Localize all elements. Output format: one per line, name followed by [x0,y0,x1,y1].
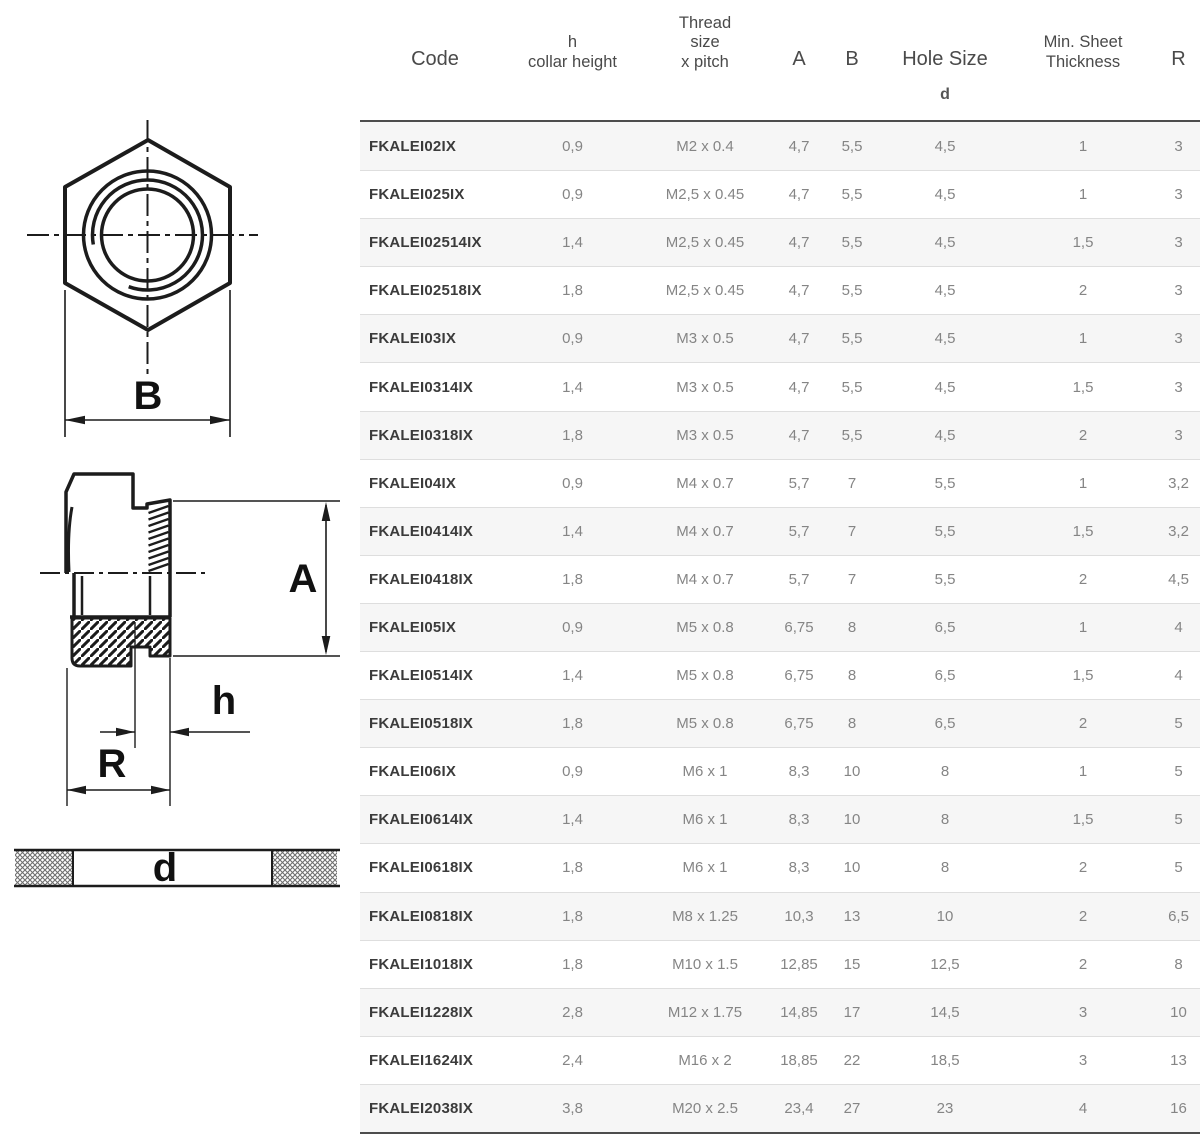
value-cell: 4,5 [934,426,956,444]
value-cell: 3 [1174,282,1183,300]
header-r: R [1171,48,1186,71]
value-cell: 4,5 [1168,570,1189,588]
value-cell: 1,4 [562,234,583,252]
value-cell: 4,5 [934,234,956,252]
value-cell: 4,5 [934,137,956,155]
code-cell: FKALEI0318IX [369,426,474,444]
table-row [360,507,1200,555]
value-cell: 6,5 [934,667,956,685]
value-cell: 5,5 [841,282,863,300]
value-cell: 1,4 [562,522,583,540]
value-cell: 5 [1174,715,1183,733]
value-cell: 23 [936,1099,954,1117]
code-cell: FKALEI0618IX [369,859,474,877]
value-cell: 2 [1078,907,1088,925]
value-cell: 5 [1174,859,1183,877]
code-cell: FKALEI0514IX [369,667,474,685]
value-cell: 5,5 [841,186,863,204]
table-row [360,940,1200,988]
table-row [360,747,1200,795]
value-cell: 8 [940,811,950,829]
value-cell: 6,5 [1168,907,1189,925]
value-cell: 4 [1078,1099,1088,1117]
code-cell: FKALEI0818IX [369,907,474,925]
table-row [360,266,1200,314]
value-cell: 2 [1078,955,1088,973]
value-cell: 4,5 [934,378,956,396]
value-cell: M12 x 1.75 [667,1003,743,1021]
value-cell: 5,7 [788,570,810,588]
dim-label-d: d [152,846,178,890]
value-cell: 3 [1078,1051,1088,1069]
value-cell: 1 [1078,474,1088,492]
table-row [360,555,1200,603]
value-cell: M6 x 1 [682,811,728,829]
value-cell: M3 x 0.5 [676,378,734,396]
value-cell: 1 [1078,137,1088,155]
value-cell: 13 [843,907,861,925]
code-cell: FKALEI1018IX [369,955,474,973]
spec-table-header [360,0,1200,122]
value-cell: 1,5 [1072,522,1094,540]
value-cell: 5,5 [841,137,863,155]
table-row [360,411,1200,459]
value-cell: 14,85 [780,1003,818,1021]
sheet-section-drawing [14,846,340,890]
value-cell: 13 [1170,1051,1187,1069]
value-cell: 6,5 [934,715,956,733]
value-cell: 8 [847,667,857,685]
value-cell: 3 [1078,1003,1088,1021]
value-cell: 3 [1174,234,1183,252]
code-cell: FKALEI05IX [369,618,457,636]
value-cell: 1,4 [562,811,583,829]
value-cell: 4,7 [788,234,810,252]
value-cell: 4,7 [788,282,810,300]
value-cell: 1 [1078,618,1088,636]
value-cell: 4,5 [934,282,956,300]
value-cell: 18,85 [780,1051,818,1069]
spec-table [360,0,1200,1137]
value-cell: 1,5 [1072,811,1094,829]
table-row [360,459,1200,507]
code-cell: FKALEI0518IX [369,715,474,733]
value-cell: 12,5 [930,955,960,973]
value-cell: 4,5 [934,186,956,204]
value-cell: 1,5 [1072,667,1094,685]
code-cell: FKALEI0418IX [369,570,474,588]
value-cell: 4,7 [788,137,810,155]
value-cell: M6 x 1 [682,859,728,877]
code-cell: FKALEI02514IX [369,234,482,252]
value-cell: 0,9 [562,137,583,155]
value-cell: 4,7 [788,426,810,444]
header-hole-size: Hole Size [902,48,988,71]
value-cell: 6,75 [784,667,814,685]
value-cell: M5 x 0.8 [676,667,734,685]
header-hole-size-sub-d: d [940,86,950,103]
dim-label-R: R [97,742,127,786]
value-cell: 10 [1170,1003,1187,1021]
value-cell: M2,5 x 0.45 [665,186,745,204]
dim-label-h: h [211,679,237,723]
table-row [360,218,1200,266]
code-cell: FKALEI0314IX [369,378,474,396]
value-cell: M2,5 x 0.45 [665,282,745,300]
value-cell: 0,9 [562,474,583,492]
value-cell: 4,5 [934,330,956,348]
value-cell: M3 x 0.5 [676,330,734,348]
code-cell: FKALEI02518IX [369,282,482,300]
value-cell: 7 [847,522,857,540]
value-cell: 3,2 [1168,522,1189,540]
value-cell: 1,8 [562,907,583,925]
value-cell: 10 [843,763,861,781]
value-cell: 1,8 [562,715,583,733]
table-row [360,314,1200,362]
value-cell: 1,4 [562,667,583,685]
code-cell: FKALEI0414IX [369,522,474,540]
value-cell: 1,8 [562,570,583,588]
value-cell: 8 [1174,955,1183,973]
value-cell: 8,3 [788,859,810,877]
dim-label-B: B [133,374,163,418]
code-cell: FKALEI02IX [369,137,457,155]
value-cell: M20 x 2.5 [672,1099,738,1117]
value-cell: 0,9 [562,763,583,781]
table-row [360,988,1200,1036]
code-cell: FKALEI0614IX [369,811,474,829]
table-row [360,1036,1200,1084]
value-cell: 3,8 [562,1099,583,1117]
header-b: B [845,48,859,71]
value-cell: 3 [1174,378,1183,396]
value-cell: 2 [1078,859,1088,877]
header-a: A [792,48,806,71]
code-cell: FKALEI04IX [369,474,457,492]
value-cell: M16 x 2 [678,1051,732,1069]
code-cell: FKALEI2038IX [369,1099,474,1117]
value-cell: 1,8 [562,426,583,444]
value-cell: 3,2 [1168,474,1189,492]
table-row [360,699,1200,747]
value-cell: 2 [1078,715,1088,733]
spec-table-rows [360,122,1200,1134]
value-cell: 5,7 [788,522,810,540]
code-cell: FKALEI1624IX [369,1051,474,1069]
value-cell: 18,5 [930,1051,960,1069]
value-cell: 15 [843,955,861,973]
value-cell: 4,7 [788,330,810,348]
value-cell: 3 [1174,186,1183,204]
value-cell: 8 [847,715,857,733]
value-cell: 5,5 [841,426,863,444]
table-row [360,170,1200,218]
value-cell: 5,5 [934,474,956,492]
technical-drawing-svg [0,0,360,1137]
dim-label-A: A [288,557,318,601]
hex-top-view-drawing [27,120,258,437]
value-cell: 7 [847,570,857,588]
value-cell: M5 x 0.8 [676,715,734,733]
header-code [360,0,510,80]
value-cell: 10 [843,811,861,829]
value-cell: 2 [1078,282,1088,300]
value-cell: 8 [940,763,950,781]
value-cell: 16 [1170,1099,1187,1117]
value-cell: 1,8 [562,955,583,973]
value-cell: M2,5 x 0.45 [665,234,745,252]
code-cell: FKALEI06IX [369,763,457,781]
value-cell: 6,5 [934,618,956,636]
table-row [360,892,1200,940]
value-cell: 4,7 [788,186,810,204]
value-cell: M4 x 0.7 [676,570,734,588]
value-cell: M8 x 1.25 [672,907,738,925]
table-row [360,603,1200,651]
header-collar-height: h collar height [528,33,617,71]
value-cell: 4 [1174,618,1183,636]
side-section-view-drawing [40,474,340,806]
value-cell: 5 [1174,811,1183,829]
value-cell: 1,5 [1072,234,1094,252]
value-cell: 10 [843,859,861,877]
table-row [360,362,1200,410]
value-cell: 17 [843,1003,861,1021]
value-cell: 1,8 [562,282,583,300]
value-cell: M5 x 0.8 [676,618,734,636]
value-cell: 7 [847,474,857,492]
value-cell: 0,9 [562,186,583,204]
value-cell: 3 [1174,137,1183,155]
value-cell: 3 [1174,426,1183,444]
value-cell: M2 x 0.4 [676,137,734,155]
value-cell: 1 [1078,330,1088,348]
value-cell: 8,3 [788,763,810,781]
table-row [360,1084,1200,1132]
table-row [360,795,1200,843]
header-code-label: Code [411,48,459,71]
value-cell: M4 x 0.7 [676,474,734,492]
value-cell: 3 [1174,330,1183,348]
value-cell: 5,5 [841,378,863,396]
value-cell: 5,5 [841,234,863,252]
value-cell: 8 [847,618,857,636]
value-cell: 5,5 [841,330,863,348]
value-cell: 0,9 [562,330,583,348]
value-cell: 1,8 [562,859,583,877]
value-cell: 5,5 [934,570,956,588]
code-cell: FKALEI025IX [369,186,465,204]
value-cell: 1,5 [1072,378,1094,396]
value-cell: 8,3 [788,811,810,829]
value-cell: 4 [1174,667,1183,685]
value-cell: 22 [843,1051,861,1069]
value-cell: 6,75 [784,618,814,636]
value-cell: 12,85 [780,955,818,973]
value-cell: 10,3 [784,907,814,925]
value-cell: 2 [1078,570,1088,588]
value-cell: 5 [1174,763,1183,781]
header-thread-size: Thread size x pitch [678,13,732,71]
table-row [360,843,1200,891]
value-cell: 2,4 [562,1051,583,1069]
value-cell: 1,4 [562,378,583,396]
code-cell: FKALEI1228IX [369,1003,474,1021]
value-cell: 4,7 [788,378,810,396]
value-cell: 0,9 [562,618,583,636]
value-cell: 10 [936,907,954,925]
value-cell: 23,4 [784,1099,814,1117]
value-cell: M6 x 1 [682,763,728,781]
value-cell: 2,8 [562,1003,583,1021]
value-cell: M4 x 0.7 [676,522,734,540]
value-cell: 1 [1078,763,1088,781]
value-cell: 5,5 [934,522,956,540]
value-cell: 5,7 [788,474,810,492]
code-cell: FKALEI03IX [369,330,457,348]
header-min-sheet-thickness: Min. Sheet Thickness [1043,33,1123,71]
technical-drawings-panel [0,0,360,1137]
table-row [360,651,1200,699]
value-cell: 14,5 [930,1003,960,1021]
value-cell: 1 [1078,186,1088,204]
value-cell: 6,75 [784,715,814,733]
table-row [360,122,1200,170]
value-cell: 8 [940,859,950,877]
value-cell: 2 [1078,426,1088,444]
value-cell: M10 x 1.5 [672,955,738,973]
value-cell: 27 [843,1099,861,1117]
value-cell: M3 x 0.5 [676,426,734,444]
